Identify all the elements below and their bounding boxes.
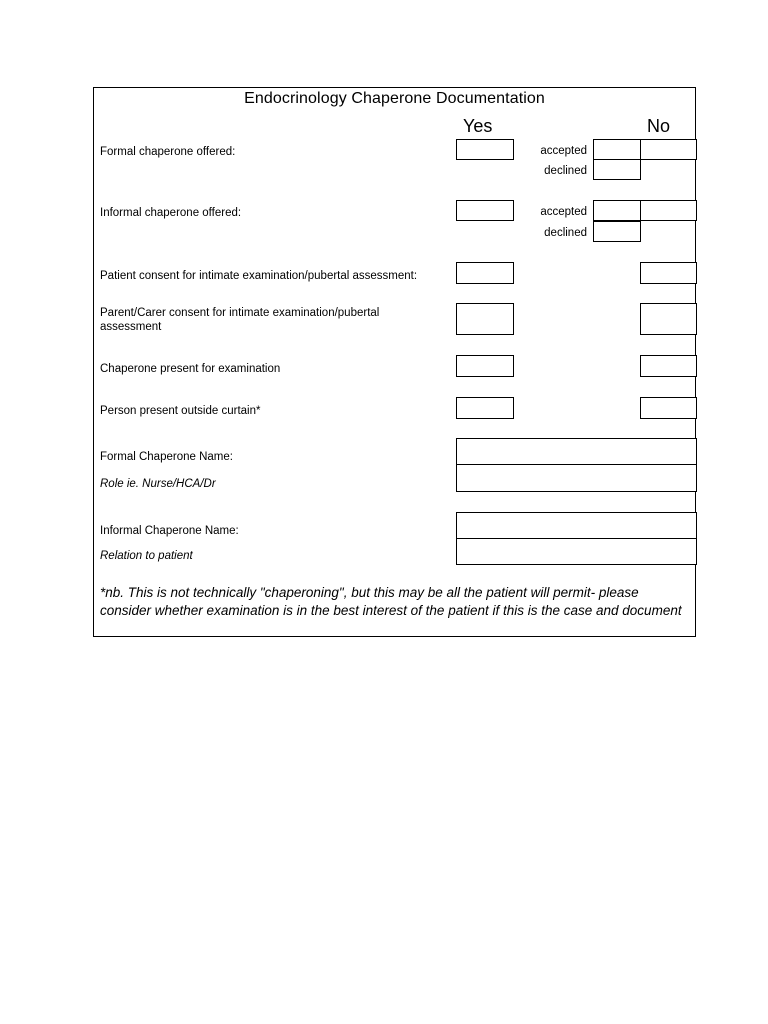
patient-consent-label: Patient consent for intimate examination/pubertal assessment: — [100, 270, 418, 282]
informal-accepted-label: accepted — [540, 206, 587, 218]
parent-consent-no-box[interactable] — [640, 303, 697, 335]
parent-consent-yes-box[interactable] — [456, 303, 514, 335]
informal-chaperone-name-field[interactable] — [456, 512, 697, 539]
formal-offered-yes-box[interactable] — [456, 139, 514, 160]
chaperone-form — [93, 87, 696, 637]
formal-offered-no-box[interactable] — [640, 139, 697, 160]
footnote: *nb. This is not technically "chaperoning", but this may be all the patient will permit- please consider whether examination is in the best interest of the patient if this is the case and document — [100, 585, 682, 618]
chaperone-present-no-box[interactable] — [640, 355, 697, 377]
informal-declined-label: declined — [544, 227, 587, 239]
formal-chaperone-offered-label: Formal chaperone offered: — [100, 146, 236, 158]
outside-curtain-yes-box[interactable] — [456, 397, 514, 419]
yes-column-header: Yes — [463, 116, 493, 136]
formal-declined-box[interactable] — [593, 159, 641, 180]
relation-to-patient-field[interactable] — [456, 538, 697, 565]
formal-declined-label: declined — [544, 165, 587, 177]
informal-chaperone-offered-label: Informal chaperone offered: — [100, 207, 242, 219]
formal-accepted-label: accepted — [540, 145, 587, 157]
formal-chaperone-name-field[interactable] — [456, 438, 697, 465]
informal-accepted-box[interactable] — [593, 200, 641, 221]
no-column-header: No — [647, 116, 671, 136]
patient-consent-no-box[interactable] — [640, 262, 697, 284]
informal-declined-box[interactable] — [593, 221, 641, 242]
chaperone-present-label: Chaperone present for examination — [100, 363, 281, 375]
outside-curtain-label: Person present outside curtain* — [100, 405, 261, 417]
informal-offered-yes-box[interactable] — [456, 200, 514, 221]
informal-offered-no-box[interactable] — [640, 200, 697, 221]
form-title: Endocrinology Chaperone Documentation — [244, 90, 545, 107]
role-field[interactable] — [456, 464, 697, 492]
patient-consent-yes-box[interactable] — [456, 262, 514, 284]
formal-accepted-box[interactable] — [593, 139, 641, 160]
informal-chaperone-name-label: Informal Chaperone Name: — [100, 525, 239, 537]
chaperone-present-yes-box[interactable] — [456, 355, 514, 377]
role-label: Role ie. Nurse/HCA/Dr — [100, 478, 216, 490]
parent-consent-label: Parent/Carer consent for intimate examination/pubertal assessment — [100, 307, 380, 333]
formal-chaperone-name-label: Formal Chaperone Name: — [100, 451, 233, 463]
outside-curtain-no-box[interactable] — [640, 397, 697, 419]
relation-to-patient-label: Relation to patient — [100, 550, 193, 562]
